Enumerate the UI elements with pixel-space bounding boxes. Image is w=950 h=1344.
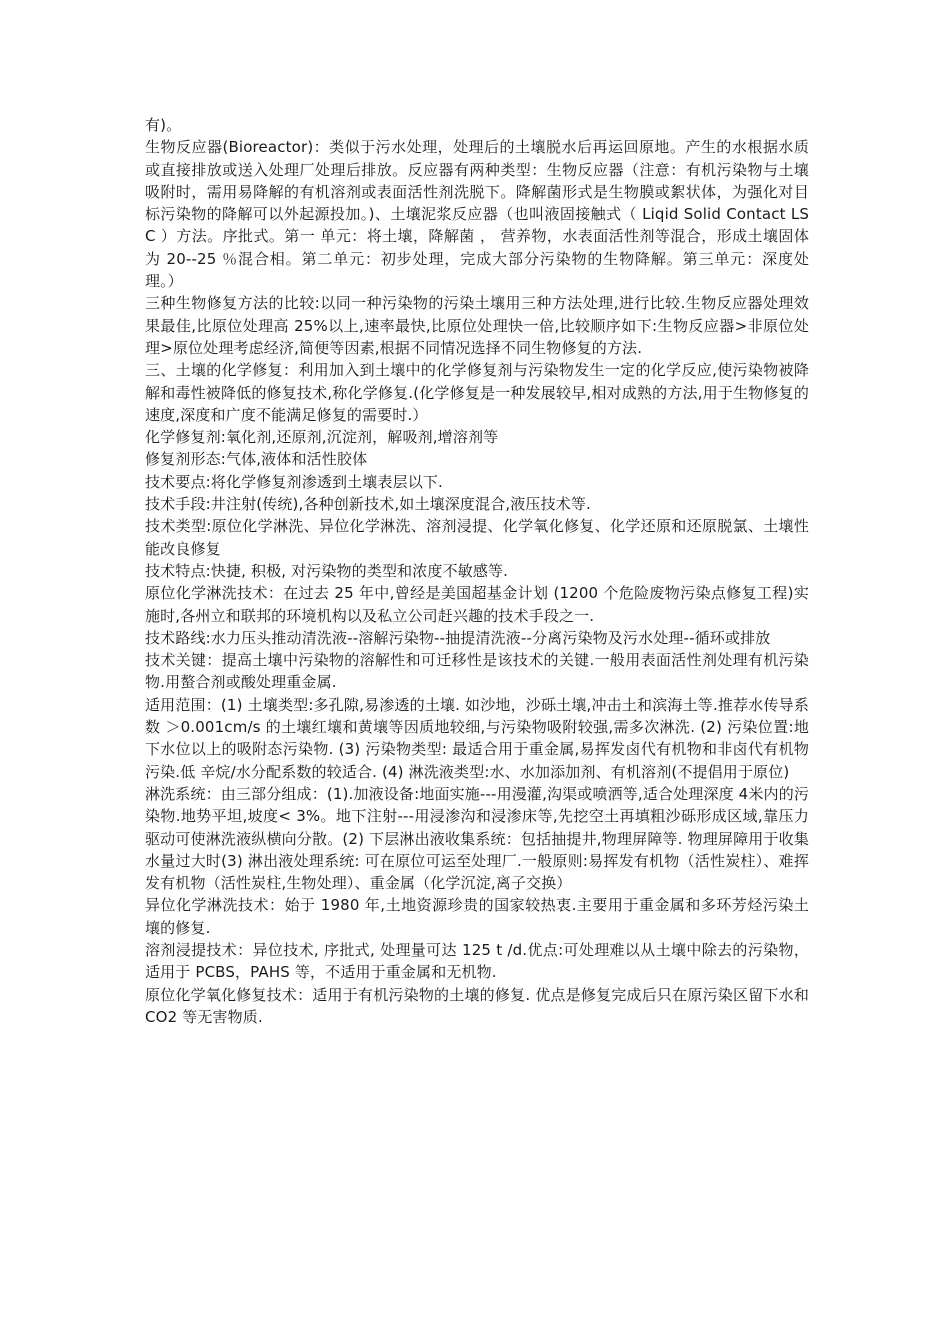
paragraph-in-situ-flushing: 原位化学淋洗技术：在过去 25 年中,曾经是美国超基金计划 (1200 个危险废物污染点修复工程)实施时,各州立和联邦的环境机构以及私立公司赶兴趣的技术手段之一. bbox=[145, 584, 809, 625]
paragraph-solvent-extraction: 溶剂浸提技术：异位技术, 序批式, 处理量可达 125 t /d.优点:可处理难以从土壤中除去的污染物，适用于 PCBS，PAHS 等，不适用于重金属和无机物. bbox=[145, 940, 809, 982]
paragraph-chemical-remediation-heading: 三、土壤的化学修复：利用加入到土壤中的化学修复剂与污染物发生一定的化学反应,使污染物被降解和毒性被降低的修复技术,称化学修复.(化学修复是一种发展较早,相对成熟的方法,用于生物修复的速度,深度和广度不能满足修复的需要时.） bbox=[145, 361, 809, 424]
paragraph-remediation-agents: 化学修复剂:氧化剂,还原剂,沉淀剂，解吸剂,增溶剂等 bbox=[145, 428, 499, 447]
paragraph-technical-means: 技术手段:井注射(传统),各种创新技术,如土壤深度混合,液压技术等. bbox=[145, 495, 591, 514]
paragraph-bioreactor: 生物反应器(Bioreactor)：类似于污水处理，处理后的土壤脱水后再运回原地。产生的水根据水质或直接排放或送入处理厂处理后排放。反应器有两种类型：生物反应器（注意：有机污染物与土壤吸附时，需用易降解的有机溶剂或表面活性剂洗脱下。降解菌形式是生物膜或絮状体，为强化对目标污染物的降解可以外起源投加。)、土壤泥浆反应器（也叫液固接触式（ Liqid Solid Contact LSC ）方法。序批式。第一 单元：将土壤，降解菌 ， 营养物，水表面活性剂等混合，形成土壤固体为 20--25 ％混合相。第二单元：初步处理，完成大部分污染物的生物降解。第三单元：深度处理。） bbox=[145, 138, 809, 291]
paragraph-technical-types: 技术类型:原位化学淋洗、异位化学淋洗、溶剂浸提、化学氧化修复、化学还原和还原脱氯、土壤性能改良修复 bbox=[145, 517, 809, 558]
document-body bbox=[145, 114, 809, 1028]
paragraph-technical-features: 技术特点:快捷, 积极, 对污染物的类型和浓度不敏感等. bbox=[145, 561, 509, 580]
paragraph-technical-route: 技术路线:水力压头推动清洗液--溶解污染物--抽提清洗液--分离污染物及污水处理--循环或排放 bbox=[145, 628, 771, 647]
paragraph-comparison: 三种生物修复方法的比较:以同一种污染物的污染土壤用三种方法处理,进行比较.生物反应器处理效果最佳,比原位处理高 25%以上,速率最快,比原位处理快一倍,比较顺序如下:生物反应器>非原位处理>原位处理考虑经济,简便等因素,根据不同情况选择不同生物修复的方法. bbox=[145, 294, 809, 357]
paragraph-applicable-scope: 适用范围：(1) 土壤类型:多孔隙,易渗透的土壤. 如沙地，沙砾土壤,冲击土和滨海土等.推荐水传导系数 ＞0.001cm/s 的土壤红壤和黄壤等因质地较细,与污染物吸附较强,需多次淋洗. (2) 污染位置:地下水位以上的吸附态污染物. (3) 污染物类型: 最适合用于重金属,易挥发卤代有机物和非卤代有机物污染.低 辛烷/水分配系数的较适合. (4) 淋洗液类型:水、水加添加剂、有机溶剂(不提倡用于原位) bbox=[145, 695, 809, 781]
paragraph-technical-key: 技术关键：提高土壤中污染物的溶解性和可迁移性是该技术的关键.一般用表面活性剂处理有机污染物.用螯合剂或酸处理重金属. bbox=[145, 651, 809, 692]
paragraph-technical-points: 技术要点:将化学修复剂渗透到土壤表层以下. bbox=[145, 472, 443, 491]
paragraph-agent-forms: 修复剂形态:气体,液体和活性胶体 bbox=[145, 450, 368, 469]
paragraph-in-situ-oxidation: 原位化学氧化修复技术：适用于有机污染物的土壤的修复. 优点是修复完成后只在原污染区留下水和 CO2 等无害物质. bbox=[145, 985, 809, 1026]
paragraph-ex-situ-flushing: 异位化学淋洗技术：始于 1980 年,土地资源珍贵的国家较热衷.主要用于重金属和多环芳烃污染土壤的修复. bbox=[145, 896, 809, 937]
paragraph-flushing-system: 淋洗系统：由三部分组成：(1).加液设备:地面实施---用漫灌,沟渠或喷洒等,适合处理深度 4米内的污染物.地势平坦,坡度< 3%。地下注射---用浸渗沟和浸渗床等,先挖空土再填粗沙砾形成区域,靠压力驱动可使淋洗液纵横向分散。(2) 下层淋出液收集系统：包括抽提井,物理屏障等. 物理屏障用于收集水量过大时(3) 淋出液处理系统: 可在原位可运至处理厂.一般原则:易挥发有机物（活性炭柱）、难挥发有机物（活性炭柱,生物处理）、重金属（化学沉淀,离子交换） bbox=[145, 784, 809, 893]
paragraph-continuation: 有)。 bbox=[145, 116, 182, 134]
